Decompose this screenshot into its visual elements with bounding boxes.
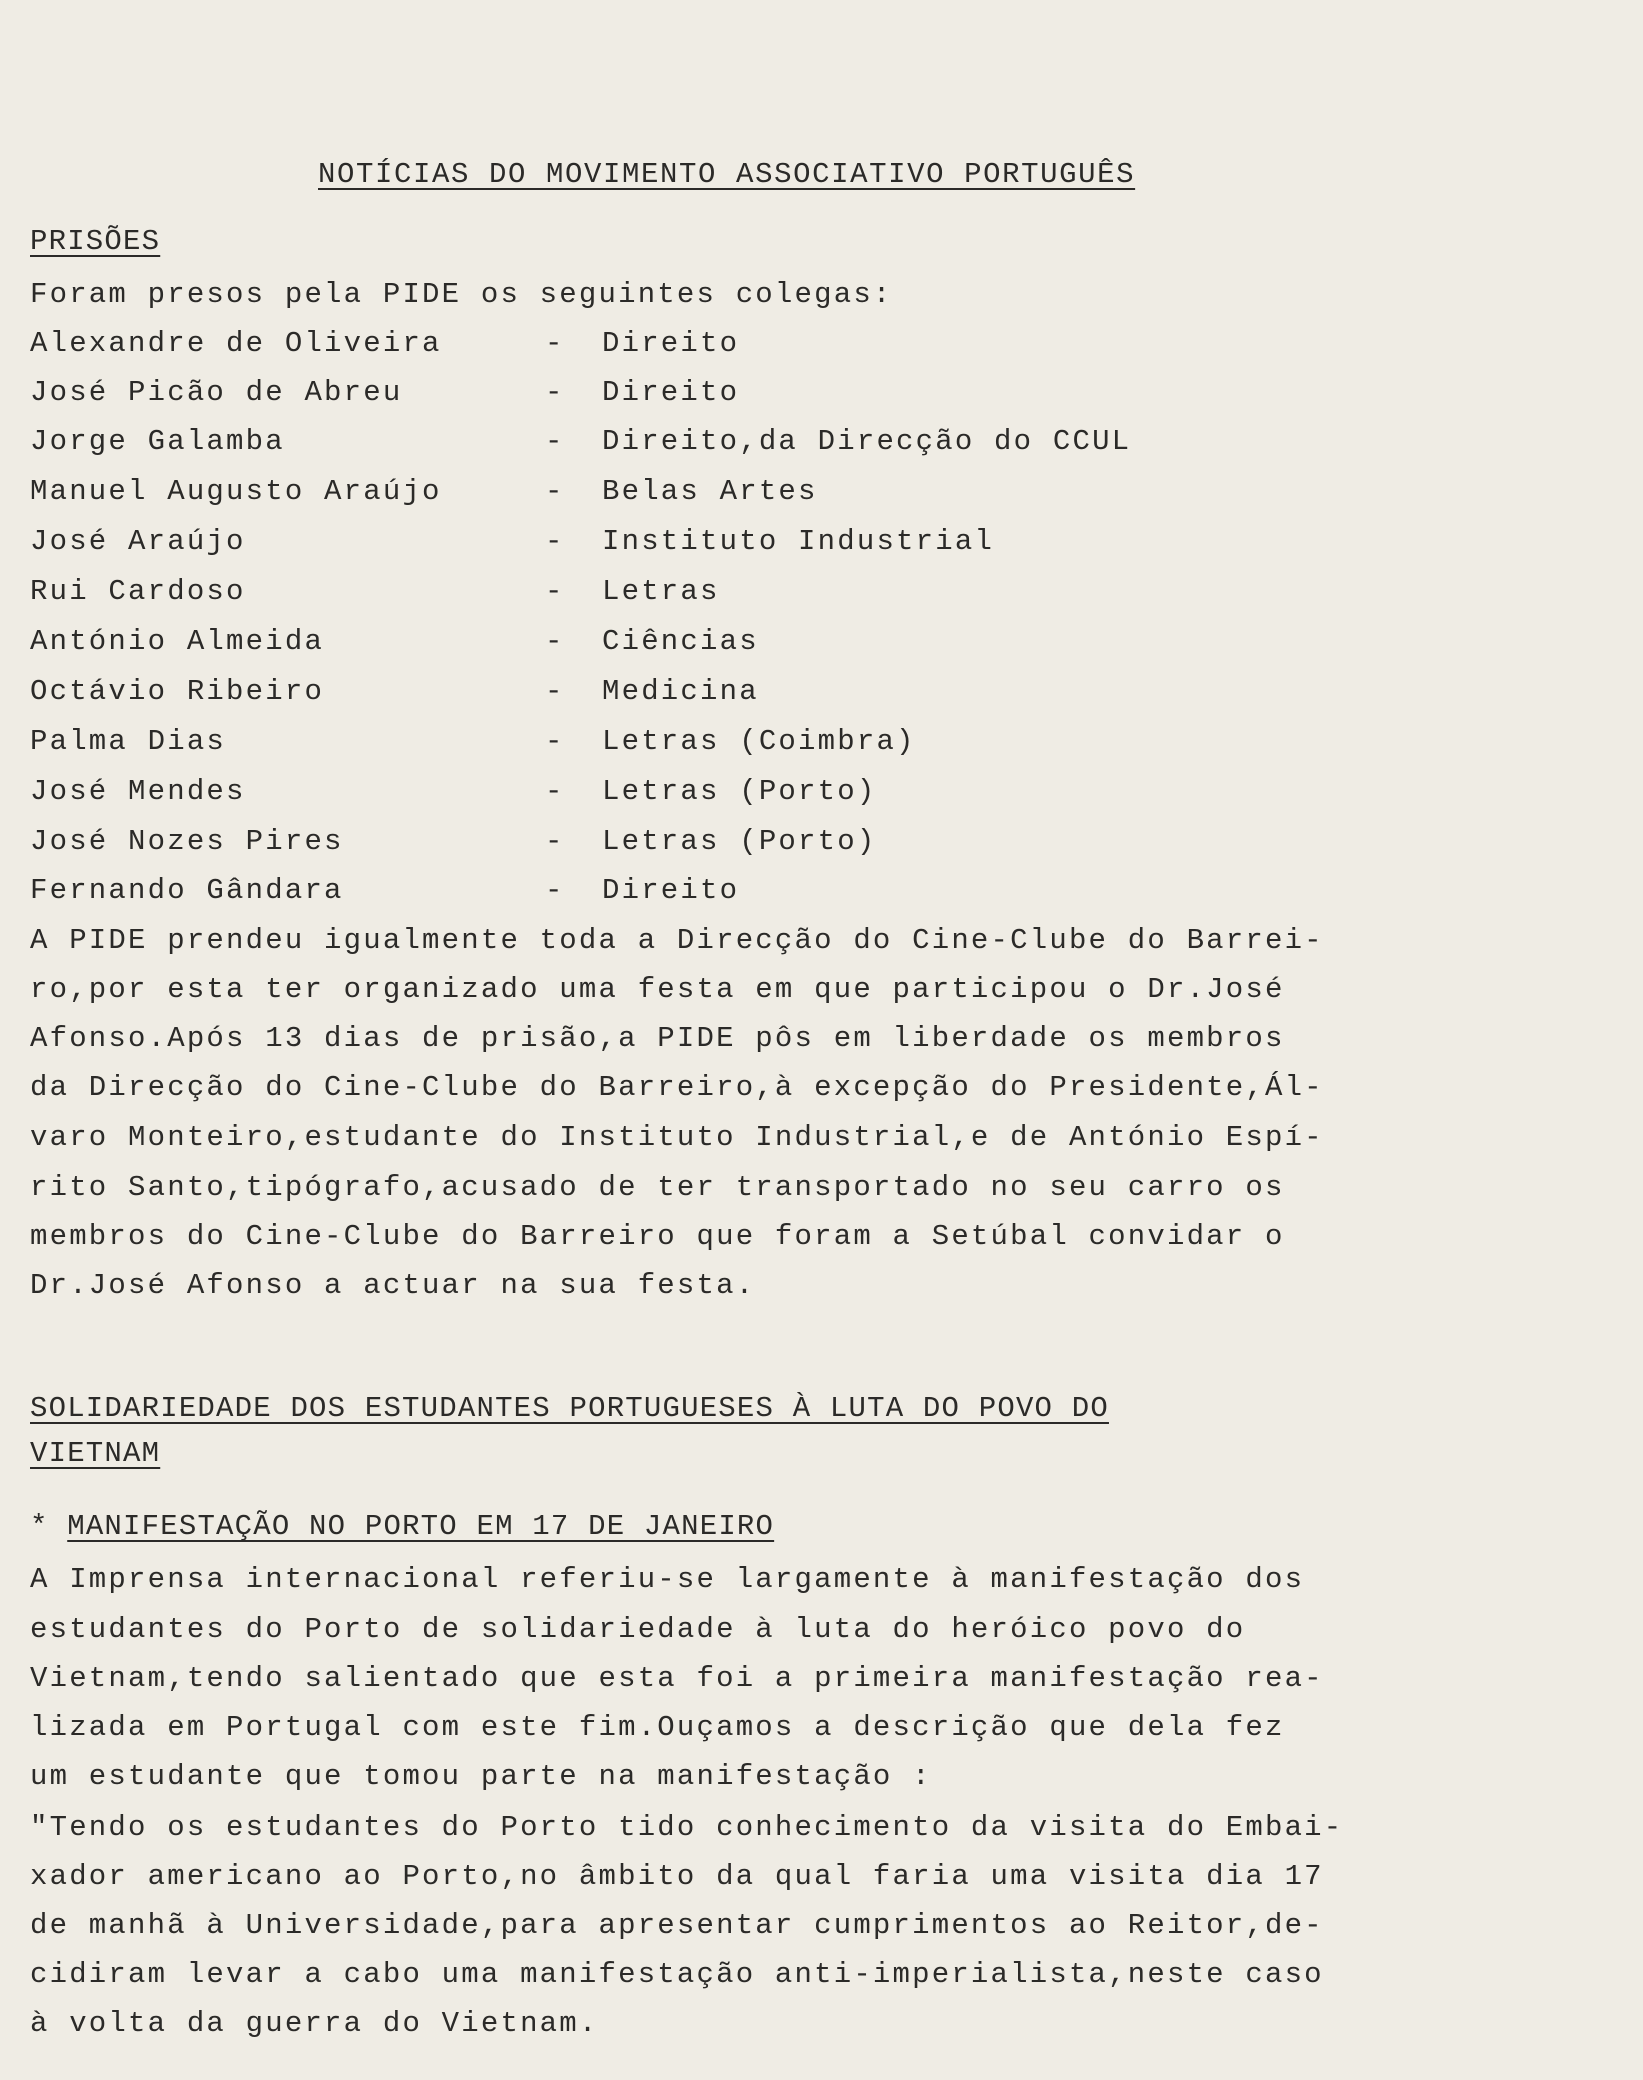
arrest-faculty: Belas Artes <box>602 475 818 508</box>
section-heading-solidariedade: SOLIDARIEDADE DOS ESTUDANTES PORTUGUESES À LUTA DO POVO DO <box>30 1392 1109 1425</box>
paragraph-line: Vietnam,tendo salientado que esta foi a primeira manifestação rea- <box>30 1662 1324 1695</box>
arrest-name: António Almeida <box>30 625 325 658</box>
arrest-dash: - <box>545 675 565 708</box>
arrests-intro: Foram presos pela PIDE os seguintes colegas: <box>30 278 893 311</box>
paragraph-line: A PIDE prendeu igualmente toda a Direcção do Cine-Clube do Barrei- <box>30 924 1324 957</box>
arrest-row <box>30 524 994 560</box>
arrest-row <box>30 375 739 411</box>
arrest-row <box>30 674 759 710</box>
arrest-name: Manuel Augusto Araújo <box>30 475 442 508</box>
paragraph-line: ro,por esta ter organizado uma festa em que participou o Dr.José <box>30 973 1285 1006</box>
arrest-faculty: Medicina <box>602 675 759 708</box>
arrest-dash: - <box>545 376 565 409</box>
arrest-name: Jorge Galamba <box>30 425 285 458</box>
arrest-name: Octávio Ribeiro <box>30 675 325 708</box>
arrest-dash: - <box>545 725 565 758</box>
document-title: NOTÍCIAS DO MOVIMENTO ASSOCIATIVO PORTUGUÊS <box>318 158 1136 191</box>
arrest-name: Fernando Gândara <box>30 874 344 907</box>
arrest-dash: - <box>545 825 565 858</box>
arrest-dash: - <box>545 775 565 808</box>
paragraph-line: A Imprensa internacional referiu-se largamente à manifestação dos <box>30 1563 1305 1596</box>
arrest-dash: - <box>545 625 565 658</box>
arrest-faculty: Direito <box>602 376 740 409</box>
arrest-faculty: Ciências <box>602 625 759 658</box>
paragraph-line: da Direcção do Cine-Clube do Barreiro,à excepção do Presidente,Ál- <box>30 1071 1324 1104</box>
arrest-faculty: Letras (Porto) <box>602 825 877 858</box>
paragraph-line: membros do Cine-Clube do Barreiro que foram a Setúbal convidar o <box>30 1220 1285 1253</box>
arrest-row <box>30 774 876 810</box>
arrest-faculty: Direito <box>602 327 740 360</box>
arrest-faculty: Instituto Industrial <box>602 525 995 558</box>
paragraph-line: rito Santo,tipógrafo,acusado de ter transportado no seu carro os <box>30 1171 1285 1204</box>
arrest-row <box>30 824 876 860</box>
paragraph-line: lizada em Portugal com este fim.Ouçamos a descrição que dela fez <box>30 1711 1285 1744</box>
paragraph-line: "Tendo os estudantes do Porto tido conhecimento da visita do Embai- <box>30 1811 1344 1844</box>
paragraph-line: cidiram levar a cabo uma manifestação anti-imperialista,neste caso <box>30 1958 1324 1991</box>
paragraph-line: Afonso.Após 13 dias de prisão,a PIDE pôs em liberdade os membros <box>30 1022 1285 1055</box>
arrest-faculty: Letras (Coimbra) <box>602 725 916 758</box>
arrest-name: Alexandre de Oliveira <box>30 327 442 360</box>
arrest-row <box>30 624 759 660</box>
arrest-name: José Picão de Abreu <box>30 376 403 409</box>
section-heading-prisoes: PRISÕES <box>30 225 161 258</box>
paragraph-line: de manhã à Universidade,para apresentar cumprimentos ao Reitor,de- <box>30 1909 1324 1942</box>
paragraph-line: à volta da guerra do Vietnam. <box>30 2007 599 2040</box>
arrest-dash: - <box>545 425 565 458</box>
arrest-dash: - <box>545 874 565 907</box>
arrest-dash: - <box>545 327 565 360</box>
paragraph-line: xador americano ao Porto,no âmbito da qual faria uma visita dia 17 <box>30 1860 1324 1893</box>
section-heading-solidariedade-line2: VIETNAM <box>30 1437 161 1470</box>
arrest-dash: - <box>545 525 565 558</box>
arrest-faculty: Direito,da Direcção do CCUL <box>602 425 1132 458</box>
paragraph-line: estudantes do Porto de solidariedade à luta do heróico povo do <box>30 1613 1246 1646</box>
arrest-row <box>30 574 720 610</box>
paragraph-line: Dr.José Afonso a actuar na sua festa. <box>30 1269 756 1302</box>
paragraph-line: um estudante que tomou parte na manifestação : <box>30 1760 932 1793</box>
arrest-row <box>30 724 916 760</box>
subheading-star: * <box>30 1510 49 1543</box>
arrest-name: José Araújo <box>30 525 246 558</box>
arrest-faculty: Direito <box>602 874 740 907</box>
arrest-row <box>30 873 739 909</box>
arrest-row <box>30 326 739 362</box>
subheading-text: MANIFESTAÇÃO NO PORTO EM 17 DE JANEIRO <box>67 1510 775 1543</box>
arrest-row <box>30 474 818 510</box>
arrest-name: Rui Cardoso <box>30 575 246 608</box>
arrest-faculty: Letras <box>602 575 720 608</box>
arrest-dash: - <box>545 475 565 508</box>
arrest-faculty: Letras (Porto) <box>602 775 877 808</box>
arrest-name: Palma Dias <box>30 725 227 758</box>
arrest-row <box>30 424 1131 460</box>
paragraph-line: varo Monteiro,estudante do Instituto Industrial,e de António Espí- <box>30 1121 1324 1154</box>
arrest-name: José Mendes <box>30 775 246 808</box>
arrest-dash: - <box>545 575 565 608</box>
subheading-manifestacao <box>30 1510 774 1543</box>
arrest-name: José Nozes Pires <box>30 825 344 858</box>
